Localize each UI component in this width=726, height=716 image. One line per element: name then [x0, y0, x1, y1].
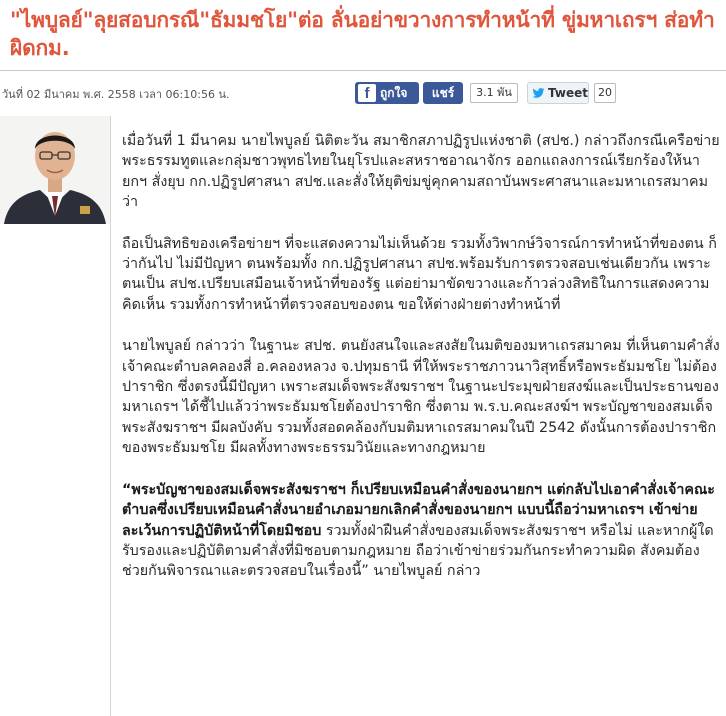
quote-text: รวมทั้งฝ่าฝืนคำสั่งของสมเด็จพระสังฆราชฯ หรือไม่ และหากผู้ใดรับรองและปฏิบัติตามคำสั่งที่มิชอบตามกฎหมาย ถือว่าเข้าข่ายร่วมกันกระทำความผิด สังคมต้องช่วยกันพิจารณาและตรวจสอบในเรื่องนี้” นายไพบูลย์ กล่าว: [122, 522, 714, 580]
article-meta-row: [0, 80, 726, 108]
share-count: 3.1 พัน: [470, 83, 518, 103]
twitter-bird-icon: [532, 86, 545, 100]
article-headline: "ไพบูลย์"ลุยสอบกรณี"ธัมมชโย"ต่อ ลั่นอย่าขวางการทำหน้าที่ ขู่มหาเถรฯ ส่อทำผิดกม.: [10, 8, 715, 60]
column-divider: [110, 116, 111, 716]
tweet-button[interactable]: [527, 82, 589, 104]
facebook-f-icon: f: [358, 84, 376, 102]
tweet-label: Tweet: [548, 86, 588, 100]
facebook-like-button[interactable]: [355, 82, 419, 104]
quote-paragraph: [122, 480, 722, 582]
facebook-share-button[interactable]: แชร์: [423, 82, 463, 104]
like-label: ถูกใจ: [380, 85, 408, 100]
tweet-count: 20: [594, 83, 616, 103]
paragraph: เมื่อวันที่ 1 มีนาคม นายไพบูลย์ นิติตะวัน สมาชิกสภาปฏิรูปแห่งชาติ (สปช.) กล่าวถึงกรณีเครือข่ายพระธรรมทูตและกลุ่มชาวพุทธไทยในยุโรปและสหราชอาณาจักร ออกแถลงการณ์เรียกร้องให้นายกฯ สั่งยุบ กก.ปฏิรูปศาสนา สปช.และสั่งให้ยุติข่มขู่คุกคามสถาบันพระศาสนาและมหาเถรสมาคมว่า: [122, 133, 720, 211]
divider: [0, 70, 726, 71]
publish-date: วันที่ 02 มีนาคม พ.ศ. 2558 เวลา 06:10:56 น.: [2, 88, 230, 101]
article-photo: [0, 116, 111, 224]
article-body: [122, 131, 722, 582]
paragraph: ถือเป็นสิทธิของเครือข่ายฯ ที่จะแสดงความไม่เห็นด้วย รวมทั้งวิพากษ์วิจารณ์การทำหน้าที่ของตน ก็ว่ากันไป ไม่มีปัญหา ตนพร้อมทั้ง กก.ปฏิรูปศาสนา สปช.พร้อมรับการตรวจสอบเช่นเดียวกัน เพราะตนเป็น สปช.เปรียบเสมือนเจ้าหน้าที่ของรัฐ แต่อย่ามาขัดขวางและก้าวล่วงสิทธิในการแสดงความคิดเห็น รวมทั้งการทำหน้าที่ตรวจสอบของตน ขอให้ต่างฝ่ายต่างทำหน้าที่: [122, 235, 717, 313]
paragraph: นายไพบูลย์ กล่าวว่า ในฐานะ สปช. ตนยังสนใจและสงสัยในมติของมหาเถรสมาคม ที่เห็นตามคำสั่งเจ้าคณะตำบลคลองสี่ อ.คลองหลวง จ.ปทุมธานี ที่ให้พระราชภาวนาวิสุทธิ์หรือพระธัมมชโย ไม่ต้องปาราชิก ซึ่งตรงนี้มีปัญหา เพราะสมเด็จพระสังฆราชฯ ในฐานะประมุขฝ่ายสงฆ์และเป็นประธานของมหาเถรฯ ได้ชี้ไปแล้วว่าพระธัมมชโยต้องปาราชิก ซึ่งตาม พ.ร.บ.คณะสงฆ์ฯ พระบัญชาของสมเด็จพระสังฆราชฯ มีผลบังคับ รวมทั้งสอดคล้องกับมติมหาเถรสมาคมในปี 2542 ดังนั้นการต้องปาราชิกของพระธัมมชโย มีผลทั้งทางพระธรรมวินัยและทางกฎหมาย: [122, 338, 720, 457]
quote-bold-text: “พระบัญชาของสมเด็จพระสังฆราชฯ ก็เปรียบเหมือนคำสั่งของนายกฯ แต่กลับไปเอาคำสั่งเจ้าคณะตำบลซึ่งเปรียบเหมือนคำสั่งนายอำเภอมายกเลิกคำสั่งของนายกฯ แบบนี้ถือว่ามหาเถรฯ เข้าข่ายละเว้นการปฏิบัติหน้าที่โดยมิชอบ: [122, 481, 715, 539]
